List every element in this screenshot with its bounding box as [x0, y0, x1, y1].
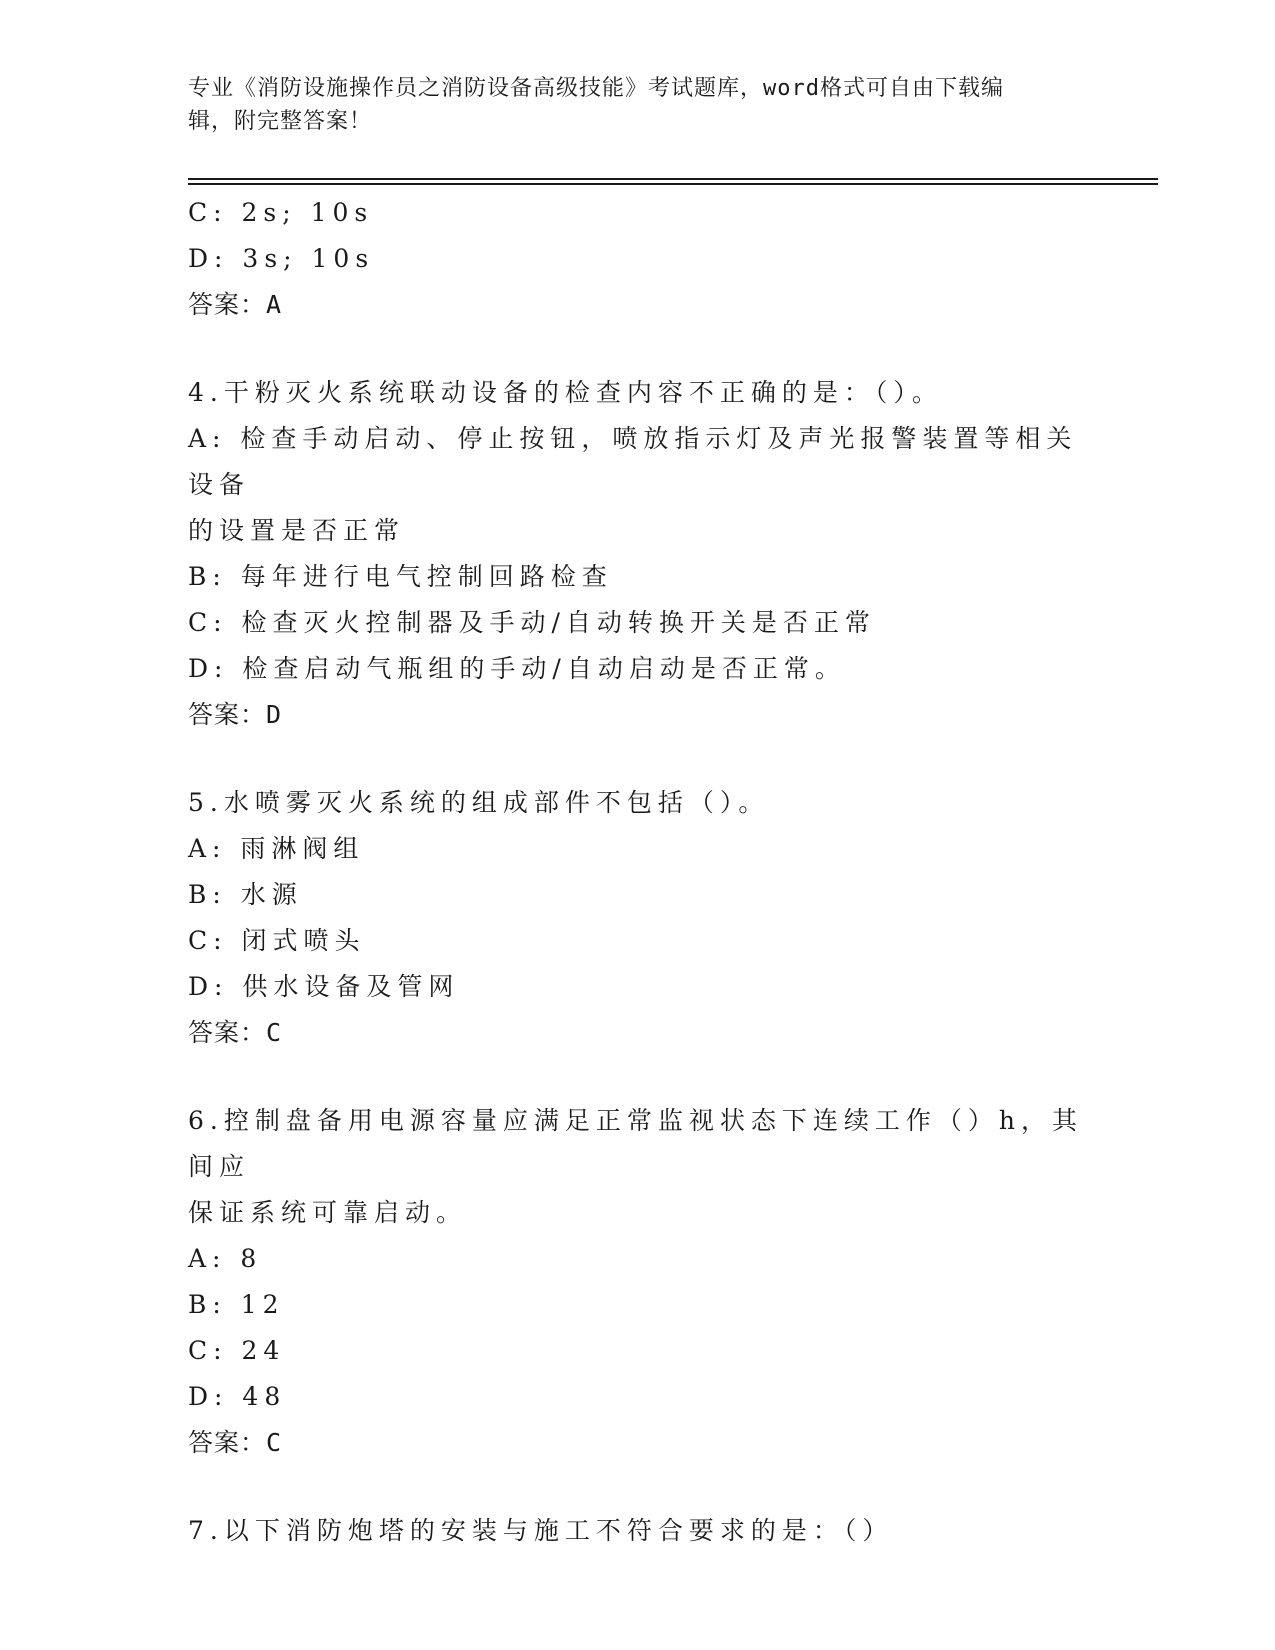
header-divider-top — [188, 178, 1158, 180]
question-block-6 — [188, 1098, 1088, 1466]
header-divider-bottom — [188, 183, 1158, 185]
q3-option-d: D: 3s; 10s — [188, 244, 375, 273]
q4-option-a-line-1: A: 检查手动启动、停止按钮，喷放指示灯及声光报警装置等相关设备 — [188, 424, 1078, 499]
q6-option-b: B: 12 — [188, 1290, 285, 1319]
q3-option-c: C: 2s; 10s — [188, 198, 374, 227]
q6-answer: 答案：C — [188, 1428, 283, 1457]
q7-question: 7.以下消防炮塔的安装与施工不符合要求的是：（） — [188, 1516, 894, 1545]
q6-option-c: C: 24 — [188, 1336, 286, 1365]
question-block-7 — [188, 1508, 1088, 1554]
q5-option-d: D: 供水设备及管网 — [188, 972, 460, 1001]
question-block-4 — [188, 370, 1088, 738]
q4-option-a-line-2: 的设置是否正常 — [188, 516, 406, 545]
q6-question-line-1: 6.控制盘备用电源容量应满足正常监视状态下连续工作（）h，其间应 — [188, 1106, 1083, 1181]
q4-option-b: B: 每年进行电气控制回路检查 — [188, 562, 613, 591]
q4-option-c: C: 检查灭火控制器及手动/自动转换开关是否正常 — [188, 608, 876, 637]
q3-answer: 答案：A — [188, 290, 283, 319]
q5-answer: 答案：C — [188, 1018, 283, 1047]
question-list — [188, 190, 1088, 1554]
q4-question: 4.干粉灭火系统联动设备的检查内容不正确的是：（）。 — [188, 378, 943, 407]
question-block-5 — [188, 780, 1088, 1056]
q5-question: 5.水喷雾灭火系统的组成部件不包括（）。 — [188, 788, 770, 817]
document-header — [188, 72, 1078, 138]
header-line-2: 辑，附完整答案！ — [188, 109, 373, 134]
header-line-1: 专业《消防设施操作员之消防设备高级技能》考试题库，word格式可自由下载编 — [188, 76, 1004, 101]
q4-option-d: D: 检查启动气瓶组的手动/自动启动是否正常。 — [188, 654, 846, 683]
q4-answer: 答案：D — [188, 700, 283, 729]
q6-option-a: A: 8 — [188, 1244, 263, 1273]
q5-option-b: B: 水源 — [188, 880, 303, 909]
q6-question-line-2: 保证系统可靠启动。 — [188, 1198, 468, 1227]
q6-option-d: D: 48 — [188, 1382, 287, 1411]
question-block-3 — [188, 190, 1088, 328]
q5-option-c: C: 闭式喷头 — [188, 926, 366, 955]
q5-option-a: A: 雨淋阀组 — [188, 834, 365, 863]
